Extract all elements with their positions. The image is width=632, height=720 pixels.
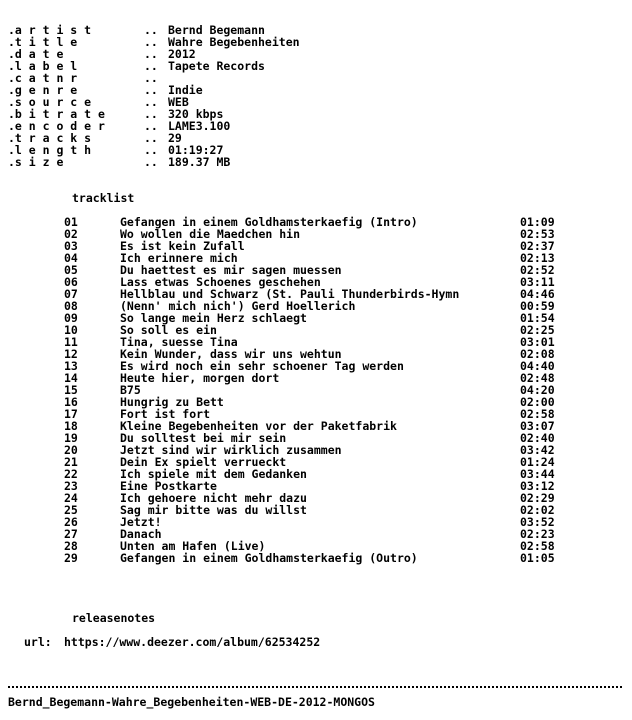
track-number: 11 [64,335,78,349]
tracklist-heading: tracklist [72,191,135,205]
track-length: 02:02 [520,503,555,517]
track-length: 02:25 [520,323,555,337]
header-separator: .. [144,83,158,97]
header-key: .l a b e l [8,59,78,73]
header-key: .t i t l e [8,35,78,49]
track-title: (Nenn' mich nich') Gerd Hoellerich [120,299,356,313]
url-link[interactable]: https://www.deezer.com/album/62534252 [64,635,321,649]
track-number: 05 [64,263,78,277]
header-value: 189.37 MB [168,155,231,169]
header-key: .l e n g t h [8,143,92,157]
header-value: Wahre Begebenheiten [168,35,300,49]
header-value: LAME3.100 [168,119,231,133]
header-key: .b i t r a t e [8,107,105,121]
track-title: Heute hier, morgen dort [120,371,280,385]
header-key: .s i z e [8,155,64,169]
track-number: 27 [64,527,78,541]
track-number: 17 [64,407,78,421]
track-title: Wo wollen die Maedchen hin [120,227,301,241]
track-length: 02:58 [520,539,555,553]
header-value: 01:19:27 [168,143,224,157]
track-length: 02:00 [520,395,555,409]
track-length: 02:08 [520,347,555,361]
header-key: .s o u r c e [8,95,92,109]
track-length: 02:13 [520,251,555,265]
track-number: 03 [64,239,78,253]
track-title: Unten am Hafen (Live) [120,539,266,553]
header-key: .t r a c k s [8,131,92,145]
track-number: 06 [64,275,78,289]
header-separator: .. [144,35,158,49]
track-number: 28 [64,539,78,553]
header-value: 320 kbps [168,107,224,121]
header-separator: .. [144,95,158,109]
track-length: 01:09 [520,215,555,229]
track-length: 02:53 [520,227,555,241]
header-separator: .. [144,71,158,85]
track-number: 23 [64,479,78,493]
release-name: Bernd_Begemann-Wahre_Begebenheiten-WEB-DE-2012-MONGOS [8,695,375,709]
track-length: 01:05 [520,551,555,565]
track-number: 15 [64,383,78,397]
track-number: 24 [64,491,78,505]
track-number: 04 [64,251,78,265]
header-separator: .. [144,119,158,133]
url-line [24,635,321,649]
track-title: Jetzt! [120,515,162,529]
track-number: 01 [64,215,78,229]
header-key: .g e n r e [8,83,78,97]
track-length: 04:46 [520,287,555,301]
header-separator: .. [144,143,158,157]
header-value: Bernd Begemann [168,23,265,37]
dotted-separator [8,686,622,688]
track-number: 14 [64,371,78,385]
track-length: 03:01 [520,335,555,349]
track-title: Jetzt sind wir wirklich zusammen [120,443,342,457]
header-key: .d a t e [8,47,64,61]
track-length: 03:11 [520,275,555,289]
header-separator: .. [144,47,158,61]
track-number: 25 [64,503,78,517]
track-title: B75 [120,383,141,397]
track-number: 20 [64,443,78,457]
track-number: 16 [64,395,78,409]
track-number: 29 [64,551,78,565]
track-length: 03:42 [520,443,555,457]
track-length: 03:12 [520,479,555,493]
track-number: 26 [64,515,78,529]
header-separator: .. [144,59,158,73]
track-title: Tina, suesse Tina [120,335,238,349]
header-separator: .. [144,155,158,169]
track-length: 03:44 [520,467,555,481]
track-title: Lass etwas Schoenes geschehen [120,275,321,289]
track-title: Hungrig zu Bett [120,395,224,409]
track-title: Eine Postkarte [120,479,217,493]
track-title: Ich gehoere nicht mehr dazu [120,491,307,505]
header-key: .c a t n r [8,71,78,85]
track-title: Kleine Begebenheiten vor der Paketfabrik [120,419,397,433]
track-title: Gefangen in einem Goldhamsterkaefig (Outro) [120,551,418,565]
releasenotes-heading: releasenotes [72,611,156,625]
track-number: 19 [64,431,78,445]
track-title: Ich spiele mit dem Gedanken [120,467,307,481]
header-key: .e n c o d e r [8,119,105,133]
track-title: Danach [120,527,162,541]
track-number: 10 [64,323,78,337]
header-value: Indie [168,83,203,97]
track-number: 18 [64,419,78,433]
track-length: 02:29 [520,491,555,505]
track-title: Hellblau und Schwarz (St. Pauli Thunderbirds-Hymn [120,287,460,301]
header-separator: .. [144,131,158,145]
track-number: 13 [64,359,78,373]
track-number: 12 [64,347,78,361]
track-title: So soll es ein [120,323,217,337]
track-length: 01:24 [520,455,555,469]
track-title: Fort ist fort [120,407,211,421]
track-number: 21 [64,455,78,469]
header-separator: .. [144,107,158,121]
track-title: Sag mir bitte was du willst [120,503,307,517]
header-value: WEB [168,95,189,109]
track-title: Gefangen in einem Goldhamsterkaefig (Intro) [120,215,418,229]
track-length: 04:20 [520,383,555,397]
track-length: 02:37 [520,239,555,253]
track-number: 22 [64,467,78,481]
url-label: url: [24,635,52,649]
track-length: 00:59 [520,299,555,313]
header-separator: .. [144,23,158,37]
track-title: Dein Ex spielt verrueckt [120,455,287,469]
header-value: 29 [168,131,182,145]
track-number: 08 [64,299,78,313]
track-title: Du solltest bei mir sein [120,431,287,445]
track-title: Du haettest es mir sagen muessen [120,263,342,277]
track-length: 02:48 [520,371,555,385]
track-number: 07 [64,287,78,301]
track-length: 03:07 [520,419,555,433]
header-key: .a r t i s t [8,23,92,37]
track-title: Es ist kein Zufall [120,239,245,253]
track-length: 03:52 [520,515,555,529]
track-title: Kein Wunder, dass wir uns wehtun [120,347,342,361]
track-number: 09 [64,311,78,325]
track-length: 01:54 [520,311,555,325]
track-length: 04:40 [520,359,555,373]
track-title: Ich erinnere mich [120,251,238,265]
track-length: 02:58 [520,407,555,421]
header-value: Tapete Records [168,59,265,73]
track-title: Es wird noch ein sehr schoener Tag werden [120,359,404,373]
header-value: 2012 [168,47,196,61]
track-number: 02 [64,227,78,241]
track-length: 02:52 [520,263,555,277]
track-length: 02:40 [520,431,555,445]
track-length: 02:23 [520,527,555,541]
track-title: So lange mein Herz schlaegt [120,311,307,325]
